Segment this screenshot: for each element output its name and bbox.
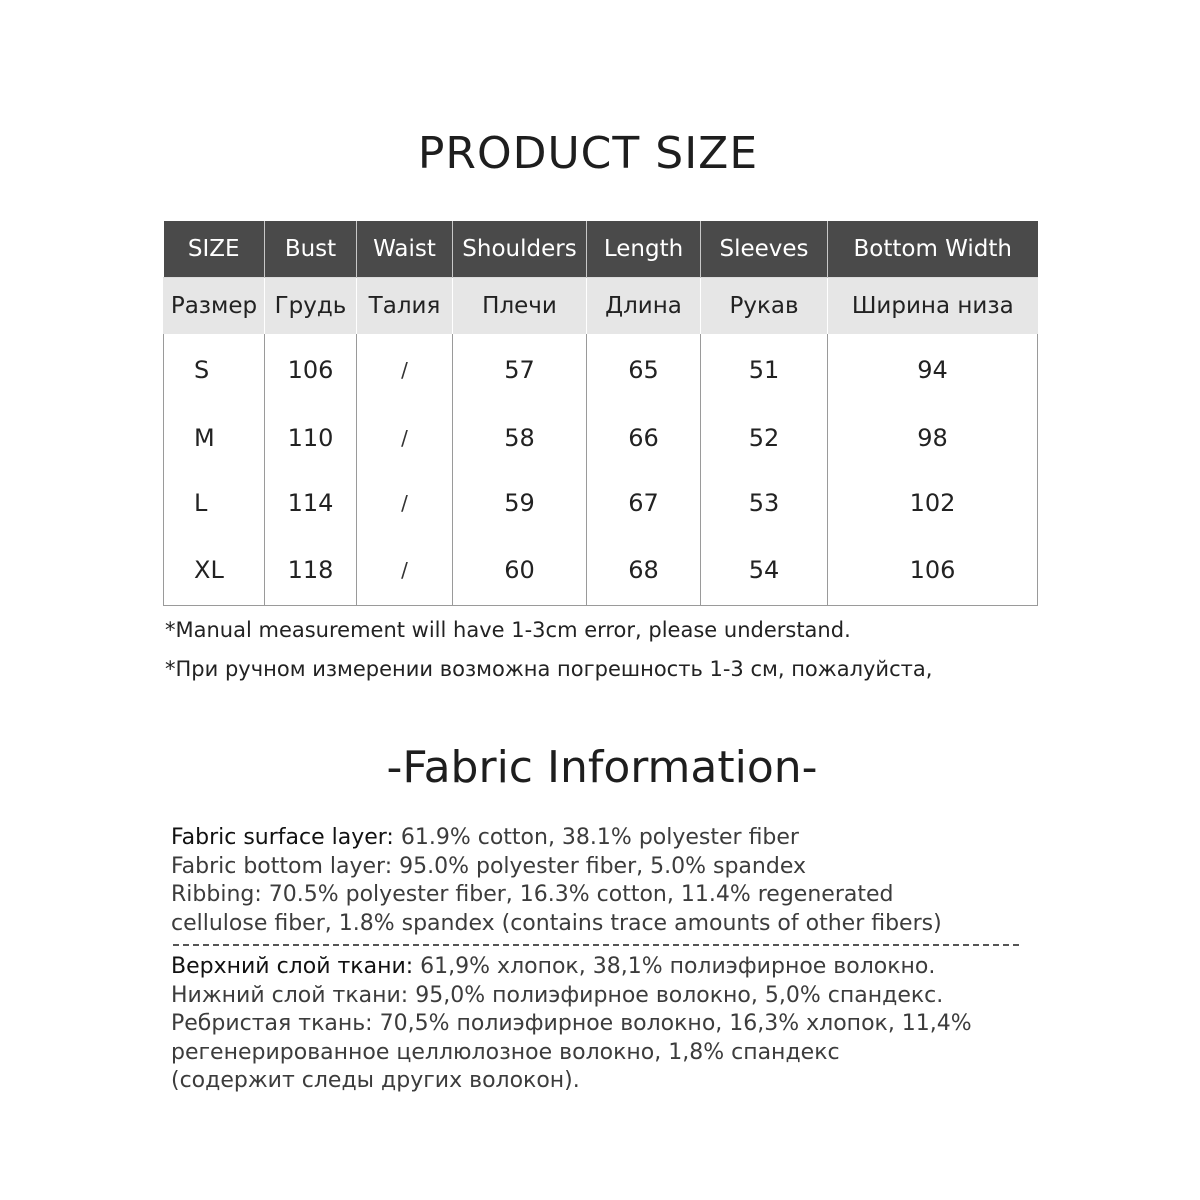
fabric-title: -Fabric Information- xyxy=(386,742,818,793)
table-cell: / xyxy=(357,406,453,470)
table-row xyxy=(164,406,1038,470)
table-cell: 60 xyxy=(453,535,587,605)
fabric-surface-line-ru xyxy=(171,953,1031,982)
fabric-surface-line xyxy=(171,824,1031,853)
header-sleeves: Sleeves xyxy=(701,221,828,278)
table-cell: 106 xyxy=(828,535,1038,605)
table-cell: L xyxy=(164,470,265,535)
table-cell: / xyxy=(357,470,453,535)
fabric-info-en xyxy=(171,824,1031,938)
table-cell: 110 xyxy=(265,406,357,470)
page-title: PRODUCT SIZE xyxy=(417,128,759,179)
header-bust: Bust xyxy=(265,221,357,278)
header-ru-shoulders: Плечи xyxy=(453,278,587,335)
table-cell: M xyxy=(164,406,265,470)
table-cell: / xyxy=(357,535,453,605)
header-shoulders: Shoulders xyxy=(453,221,587,278)
header-length: Length xyxy=(587,221,701,278)
table-cell: S xyxy=(164,334,265,406)
table-cell: 68 xyxy=(587,535,701,605)
table-cell: 106 xyxy=(265,334,357,406)
table-cell: 118 xyxy=(265,535,357,605)
fabric-ribbing-line: cellulose fiber, 1.8% spandex (contains trace amounts of other fibers) xyxy=(171,910,942,936)
header-ru-waist: Талия xyxy=(357,278,453,335)
header-ru-size: Размер xyxy=(164,278,265,335)
table-cell: 98 xyxy=(828,406,1038,470)
table-cell: 54 xyxy=(701,535,828,605)
fabric-surface-value: 61.9% cotton, 38.1% polyester fiber xyxy=(393,825,799,850)
table-cell: 66 xyxy=(587,406,701,470)
header-ru-bottom-width: Ширина низа xyxy=(828,278,1038,335)
table-cell: 94 xyxy=(828,334,1038,406)
header-ru-sleeves: Рукав xyxy=(701,278,828,335)
table-cell: 102 xyxy=(828,470,1038,535)
table-row xyxy=(164,334,1038,406)
fabric-bottom-line: Fabric bottom layer: 95.0% polyester fiber, 5.0% spandex xyxy=(171,853,806,879)
table-row xyxy=(164,470,1038,535)
fabric-bottom-line-ru: Нижний слой ткани: 95,0% полиэфирное волокно, 5,0% спандекс. xyxy=(171,982,944,1008)
header-ru-length: Длина xyxy=(587,278,701,335)
table-cell: XL xyxy=(164,535,265,605)
fabric-surface-label: Fabric surface layer: xyxy=(171,825,394,850)
fabric-surface-value-ru: 61,9% хлопок, 38,1% полиэфирное волокно. xyxy=(413,954,936,979)
table-row xyxy=(164,535,1038,605)
table-cell: / xyxy=(357,334,453,406)
table-cell: 114 xyxy=(265,470,357,535)
fabric-surface-label-ru: Верхний слой ткани: xyxy=(171,954,414,979)
header-row-en xyxy=(164,221,1038,278)
fabric-ribbing-line: Ribbing: 70.5% polyester fiber, 16.3% cotton, 11.4% regenerated xyxy=(171,882,894,907)
header-row-ru xyxy=(164,278,1038,335)
header-ru-bust: Грудь xyxy=(265,278,357,335)
table-cell: 65 xyxy=(587,334,701,406)
fabric-ribbing-line-ru: регенерированное целлюлозное волокно, 1,8% спандекс xyxy=(171,1039,840,1065)
table-cell: 52 xyxy=(701,406,828,470)
measurement-note-en: *Manual measurement will have 1-3cm error, please understand. xyxy=(165,618,851,642)
size-table xyxy=(163,221,1038,606)
table-cell: 58 xyxy=(453,406,587,470)
fabric-info-ru xyxy=(171,953,1031,1096)
header-bottom-width: Bottom Width xyxy=(828,221,1038,278)
table-cell: 57 xyxy=(453,334,587,406)
fabric-ribbing-line-ru: (содержит следы других волокон). xyxy=(171,1068,580,1093)
table-cell: 67 xyxy=(587,470,701,535)
table-cell: 51 xyxy=(701,334,828,406)
header-waist: Waist xyxy=(357,221,453,278)
fabric-ribbing-line-ru: Ребристая ткань: 70,5% полиэфирное волокно, 16,3% хлопок, 11,4% xyxy=(171,1011,972,1036)
header-size: SIZE xyxy=(164,221,265,278)
table-cell: 59 xyxy=(453,470,587,535)
dashed-divider xyxy=(173,944,1019,946)
measurement-note-ru: *При ручном измерении возможна погрешность 1-3 см, пожалуйста, xyxy=(165,657,933,681)
table-cell: 53 xyxy=(701,470,828,535)
